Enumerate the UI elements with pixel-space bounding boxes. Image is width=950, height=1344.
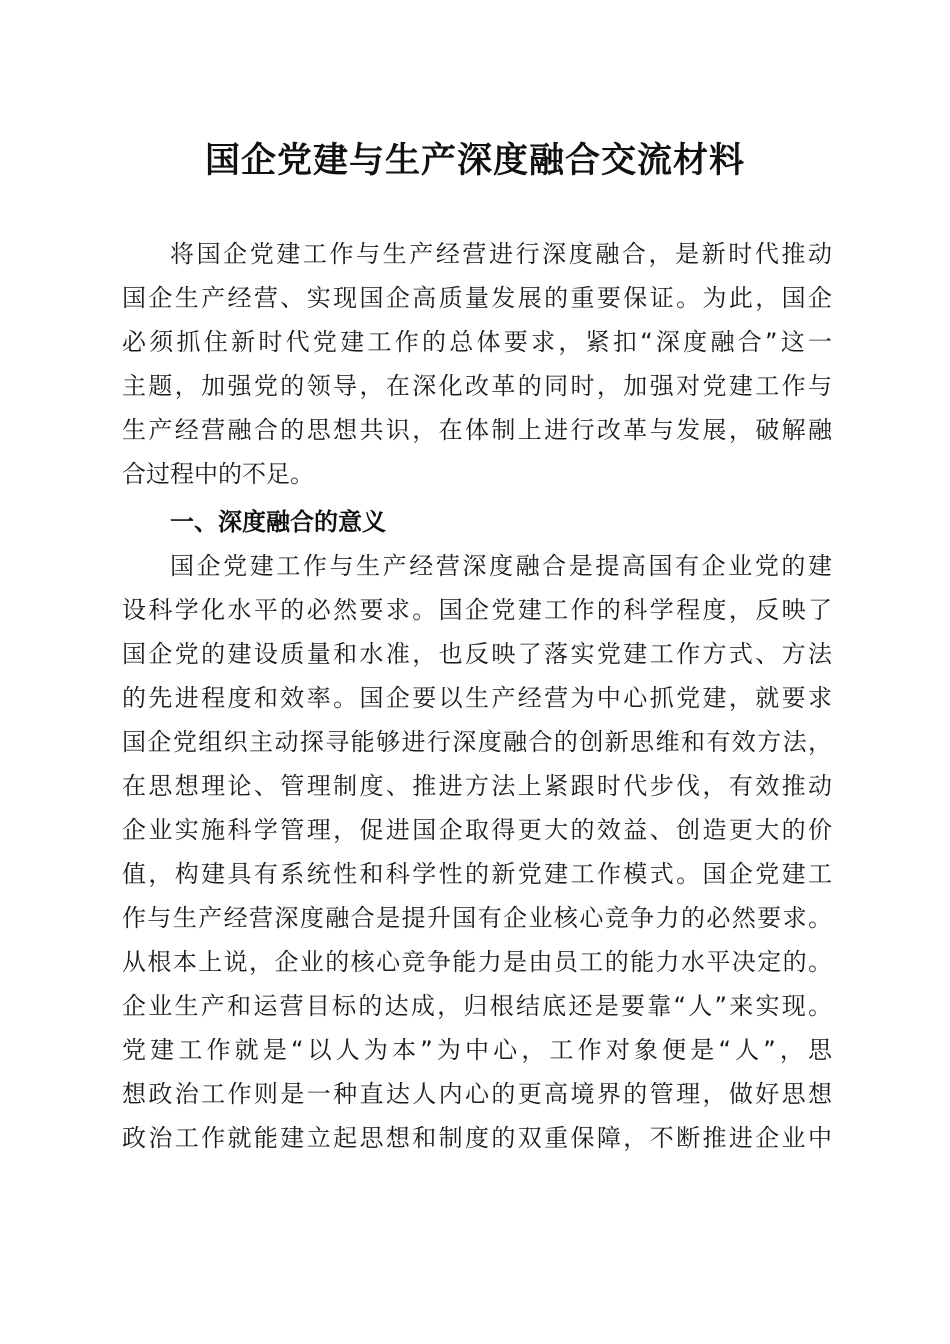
body-line: 企业生产和运营目标的达成，归根结底还是要靠“人”来实现。: [122, 992, 832, 1020]
body-line: 设科学化水平的必然要求。国企党建工作的科学程度，反映了: [122, 596, 832, 624]
body-line: 国企党组织主动探寻能够进行深度融合的创新思维和有效方法，: [122, 728, 832, 756]
body-line: 值，构建具有系统性和科学性的新党建工作模式。国企党建工: [122, 860, 832, 888]
body-line: 从根本上说，企业的核心竞争能力是由员工的能力水平决定的。: [122, 948, 832, 976]
body-line: 国企党的建设质量和水准，也反映了落实党建工作方式、方法: [122, 640, 832, 668]
body-line: 的先进程度和效率。国企要以生产经营为中心抓党建，就要求: [122, 684, 832, 712]
intro-line: 合过程中的不足。: [122, 460, 314, 488]
body-line: 党建工作就是“以人为本”为中心，工作对象便是“人”，思: [122, 1036, 832, 1064]
intro-line: 将国企党建工作与生产经营进行深度融合，是新时代推动: [170, 240, 832, 268]
body-line: 作与生产经营深度融合是提升国有企业核心竞争力的必然要求。: [122, 904, 832, 932]
intro-line: 必须抓住新时代党建工作的总体要求，紧扣“深度融合”这一: [122, 328, 832, 356]
body-line: 国企党建工作与生产经营深度融合是提高国有企业党的建: [170, 552, 832, 580]
intro-line: 生产经营融合的思想共识，在体制上进行改革与发展，破解融: [122, 416, 832, 444]
section-heading: 一、深度融合的意义: [170, 508, 386, 536]
body-line: 政治工作就能建立起思想和制度的双重保障，不断推进企业中: [122, 1124, 832, 1152]
body-line: 企业实施科学管理，促进国企取得更大的效益、创造更大的价: [122, 816, 832, 844]
document-title: 国企党建与生产深度融合交流材料: [204, 140, 745, 181]
intro-line: 国企生产经营、实现国企高质量发展的重要保证。为此，国企: [122, 284, 832, 312]
body-line: 在思想理论、管理制度、推进方法上紧跟时代步伐，有效推动: [122, 772, 832, 800]
intro-line: 主题，加强党的领导，在深化改革的同时，加强对党建工作与: [122, 372, 832, 400]
body-line: 想政治工作则是一种直达人内心的更高境界的管理，做好思想: [122, 1080, 832, 1108]
